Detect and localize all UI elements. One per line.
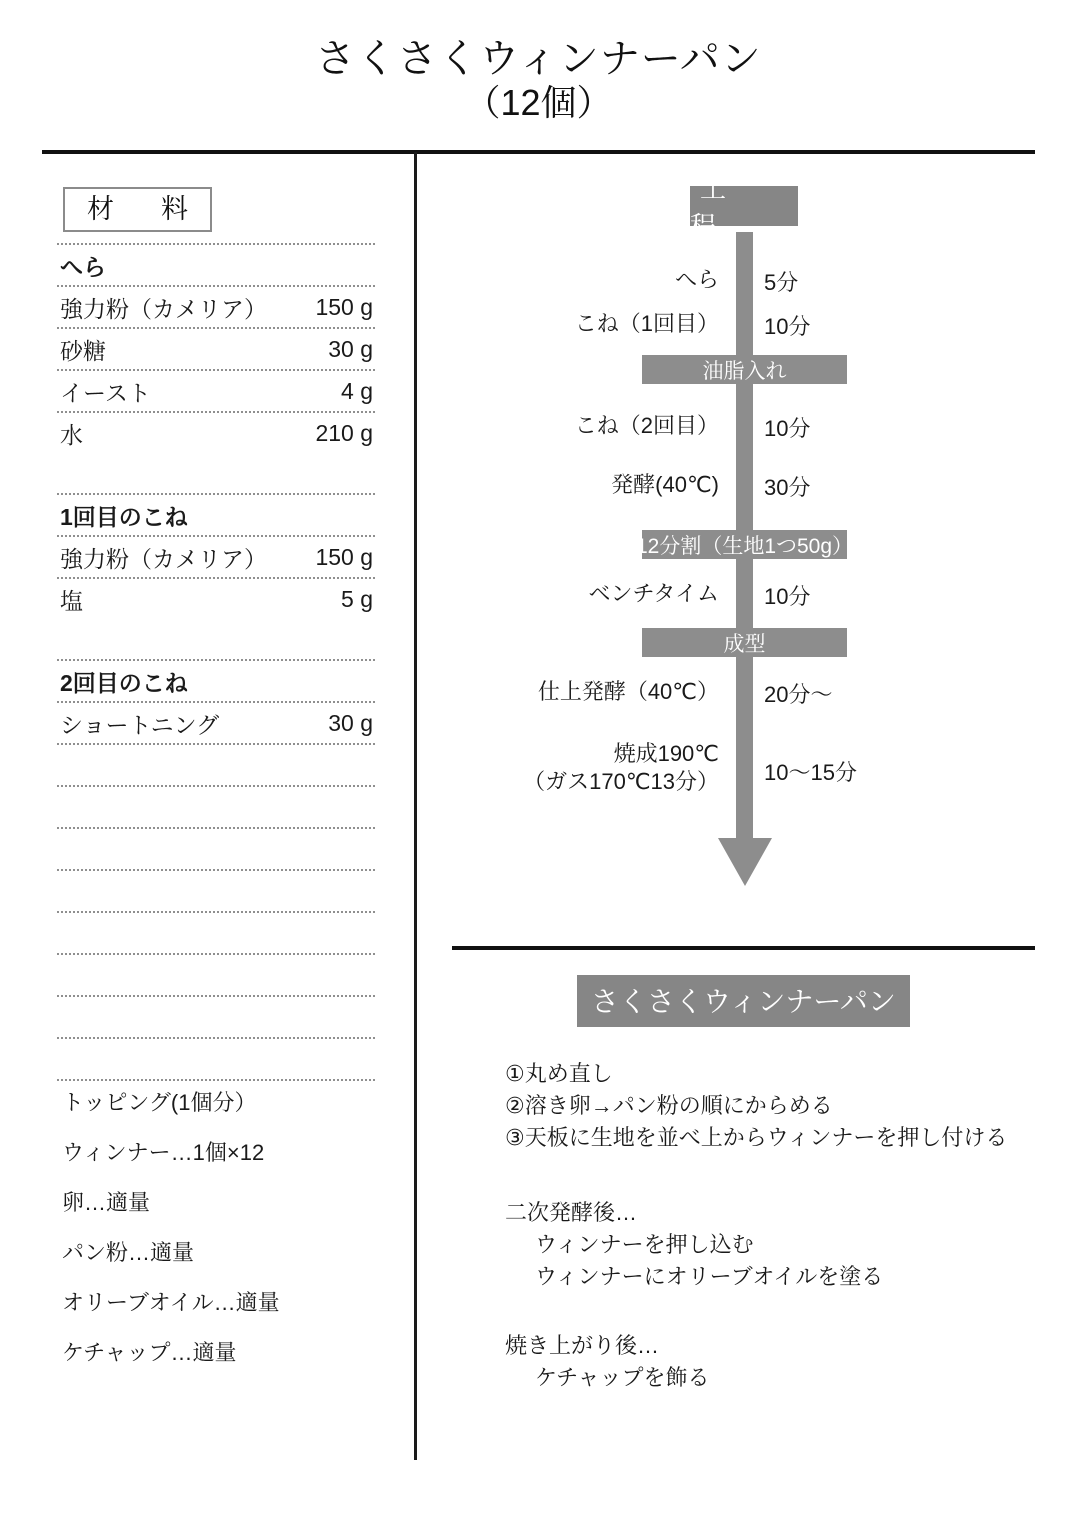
process-flowchart — [452, 174, 1035, 920]
ingredient-row — [57, 1037, 375, 1081]
notes-header: さくさくウィンナーパン — [577, 975, 910, 1027]
ingredient-name: 1回目のこね — [60, 503, 188, 530]
flow-step-time: 30分 — [764, 475, 811, 500]
note-group-title: 焼き上がり後… — [505, 1333, 660, 1358]
ingredient-row — [57, 995, 375, 1037]
ingredient-name: 塩 — [60, 587, 83, 614]
topping-line: パン粉…適量 — [62, 1240, 195, 1265]
ingredients-header: 材 料 — [63, 187, 212, 232]
process-header: 工 程 — [690, 186, 798, 226]
ingredient-row — [57, 411, 375, 453]
topping-line: 卵…適量 — [62, 1190, 151, 1215]
ingredient-spacer — [57, 619, 375, 659]
topping-line: トッピング(1個分） — [62, 1090, 257, 1115]
ingredient-amount: 30 g — [328, 709, 373, 736]
ingredient-row — [57, 953, 375, 995]
note-group-line: ケチャップを飾る — [535, 1365, 710, 1390]
flow-step-label: こね（1回目） — [574, 311, 719, 336]
note-group-title: 二次発酵後… — [505, 1200, 638, 1225]
flow-step-label — [419, 740, 719, 796]
ingredient-row — [57, 285, 375, 327]
ingredient-name: 2回目のこね — [60, 669, 188, 696]
ingredient-row — [57, 327, 375, 369]
ingredient-group-header — [57, 659, 375, 701]
flow-banner: 成型 — [642, 628, 847, 657]
flow-step-time: 20分〜 — [764, 682, 833, 707]
ingredient-row — [57, 785, 375, 827]
ingredient-amount: 210 g — [315, 419, 373, 446]
notes-group-second-proof — [505, 1197, 1035, 1293]
note-step-line: ①丸め直し — [505, 1061, 613, 1086]
ingredient-row — [57, 869, 375, 911]
flow-banner: 12分割（生地1つ50g） — [642, 530, 847, 559]
ingredient-group-header — [57, 493, 375, 535]
notes-step-list — [505, 1058, 1035, 1154]
ingredient-spacer — [57, 453, 375, 493]
note-step-line: ③天板に生地を並べ上からウィンナーを押し付ける — [505, 1125, 1008, 1150]
ingredient-amount: 5 g — [341, 585, 373, 612]
ingredient-name: イースト — [60, 379, 151, 406]
flow-step-label-line: （ガス170℃13分） — [523, 769, 719, 795]
flow-step-time: 10分 — [764, 314, 811, 339]
ingredient-row — [57, 535, 375, 577]
ingredient-name: へら — [60, 253, 106, 280]
note-step-line: ②溶き卵→パン粉の順にからめる — [505, 1093, 833, 1118]
ingredient-row — [57, 827, 375, 869]
page-title — [0, 36, 1077, 124]
note-group-line: ウィンナーを押し込む — [535, 1232, 754, 1257]
flow-step-label: ベンチタイム — [588, 581, 719, 606]
flow-step-time: 10分 — [764, 416, 811, 441]
flow-step-label: へら — [674, 267, 719, 292]
topping-line: ウィンナー…1個×12 — [62, 1140, 265, 1165]
flow-banner: 油脂入れ — [642, 355, 847, 384]
ingredient-row — [57, 369, 375, 411]
ingredient-name: 強力粉（カメリア） — [60, 545, 267, 572]
ingredient-amount: 4 g — [341, 377, 373, 404]
ingredient-name: 水 — [60, 421, 83, 448]
right-column-horizontal-rule — [452, 946, 1035, 950]
note-group-line: ウィンナーにオリーブオイルを塗る — [535, 1264, 884, 1289]
ingredient-name: 砂糖 — [60, 337, 106, 364]
ingredient-row — [57, 577, 375, 619]
top-horizontal-rule — [42, 150, 1035, 154]
flow-step-label: こね（2回目） — [574, 413, 719, 438]
recipe-title-yield: （12個） — [464, 82, 613, 124]
column-divider — [414, 152, 417, 1460]
flow-step-label-line: 焼成190℃ — [613, 741, 719, 766]
notes-group-after-bake — [505, 1330, 1035, 1394]
ingredient-amount: 150 g — [315, 293, 373, 320]
ingredient-group-header — [57, 243, 375, 285]
ingredient-amount: 150 g — [315, 543, 373, 570]
ingredient-name: ショートニング — [60, 711, 220, 738]
ingredients-table — [57, 243, 375, 1081]
ingredient-row — [57, 701, 375, 743]
topping-line: オリーブオイル…適量 — [62, 1290, 280, 1315]
flow-step-label: 仕上発酵（40℃） — [537, 679, 719, 704]
flow-arrow-head — [718, 838, 772, 886]
ingredient-name: 強力粉（カメリア） — [60, 295, 267, 322]
recipe-title-main: さくさくウィンナーパン — [315, 37, 762, 81]
flow-step-time: 5分 — [764, 270, 799, 295]
ingredient-row — [57, 743, 375, 785]
ingredient-row — [57, 911, 375, 953]
flow-step-time: 10〜15分 — [764, 760, 857, 785]
topping-line: ケチャップ…適量 — [62, 1340, 237, 1365]
flow-step-label: 発酵(40℃) — [611, 472, 719, 497]
flow-step-time: 10分 — [764, 584, 811, 609]
toppings-list — [62, 1078, 392, 1378]
ingredient-amount: 30 g — [328, 335, 373, 362]
